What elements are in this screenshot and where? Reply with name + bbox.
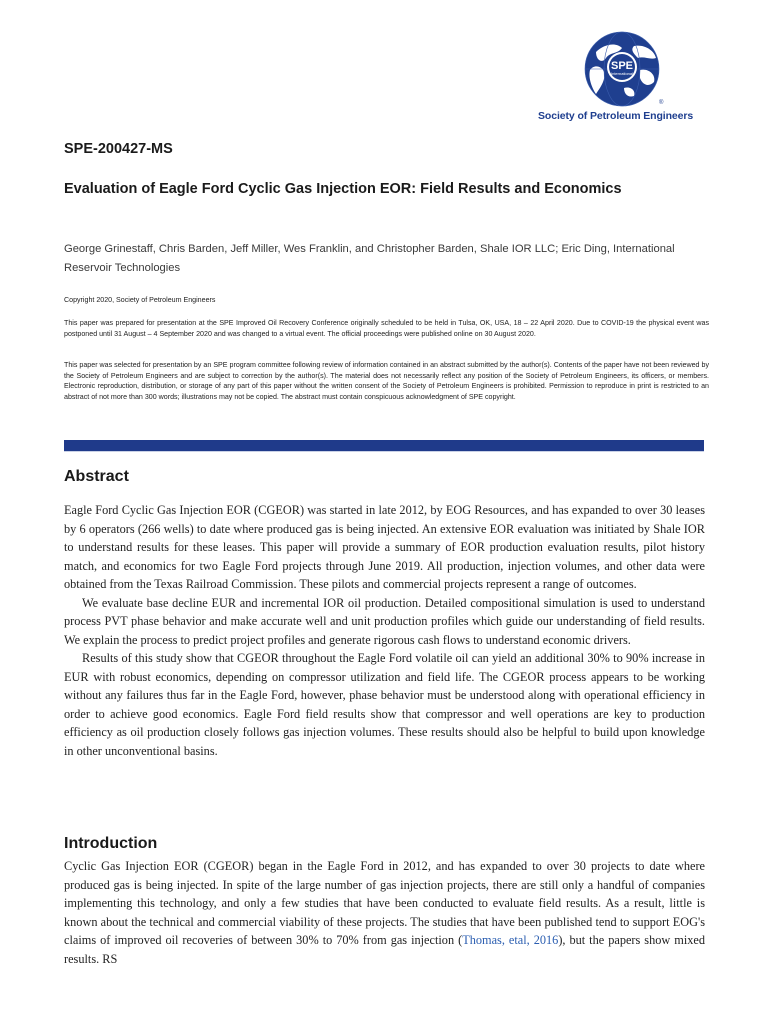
abstract-body bbox=[64, 501, 705, 760]
introduction-paragraph bbox=[64, 857, 705, 968]
preparation-notice: This paper was prepared for presentation at the SPE Improved Oil Recovery Conference originally scheduled to be held in Tulsa, OK, USA, 18 – 22 April 2020. Due to COVID-19 the physical event was postponed until 31 August – 4 September 2020 and was changed to a virtual event. The official proceedings were published online on 30 August 2020. bbox=[64, 319, 709, 338]
abstract-heading: Abstract bbox=[64, 468, 129, 485]
abstract-paragraph: Eagle Ford Cyclic Gas Injection EOR (CGEOR) was started in late 2012, by EOG Resources, and has expanded to over 30 leases by 6 operators (266 wells) to date where produced gas is being injected. An extensive EOR evaluation was initiated by Shale IOR to understand results for these leases. This paper will provide a summary of EOR production evaluation results, pilot history match, and economics for two Eagle Ford projects through June 2019. All production, injection volumes, and other data were obtained from the Texas Railroad Commission. These pilots and commercial projects represent a range of outcomes. bbox=[64, 503, 705, 591]
spe-logo bbox=[536, 30, 706, 126]
section-divider-line bbox=[64, 451, 704, 452]
section-divider-bar bbox=[64, 440, 704, 451]
introduction-body bbox=[64, 857, 705, 968]
paper-title: Evaluation of Eagle Ford Cyclic Gas Injection EOR: Field Results and Economics bbox=[64, 181, 622, 197]
svg-text:®: ® bbox=[659, 100, 664, 106]
introduction-heading: Introduction bbox=[64, 835, 158, 852]
abstract-paragraph: Results of this study show that CGEOR throughout the Eagle Ford volatile oil can yield an additional 30% to 90% increase in EUR with robust economics, depending on compressor utilization and field life. The CGEOR process appears to be working without any failures thus far in the Eagle Ford, however, phase behavior must be understood along with operational efficiency in order to achieve good economics. Eagle Ford field results show that compressor and well operations are key to production efficiency as oil production closely follows gas injection volumes. These results should also be helpful to build upon knowledge in other unconventional basins. bbox=[64, 651, 705, 758]
globe-icon bbox=[556, 30, 688, 108]
logo-emblem-text: SPE bbox=[610, 60, 634, 72]
copyright-notice: Copyright 2020, Society of Petroleum Engineers bbox=[64, 296, 216, 304]
author-list: George Grinestaff, Chris Barden, Jeff Miller, Wes Franklin, and Christopher Barden, Shale IOR LLC; Eric Ding, International Reservoir Technologies bbox=[64, 243, 675, 274]
selection-notice: This paper was selected for presentation by an SPE program committee following review of information contained in an abstract submitted by the author(s). Contents of the paper have not been reviewed by the Society of Petroleum Engineers and are subject to correction by the author(s). The material does not necessarily reflect any position of the Society of Petroleum Engineers, its officers, or members. Electronic reproduction, distribution, or storage of any part of this paper without the written consent of the Society of Petroleum Engineers is prohibited. Permission to reproduce in print is restricted to an abstract of not more than 300 words; illustrations may not be copied. The abstract must contain conspicuous acknowledgment of SPE copyright. bbox=[64, 361, 709, 401]
logo-caption: Society of Petroleum Engineers bbox=[538, 110, 694, 122]
intro-text-after-citation: ), but the papers show mixed results. RS bbox=[64, 933, 705, 966]
intro-text-before-citation: Cyclic Gas Injection EOR (CGEOR) began in the Eagle Ford in 2012, and has expanded to over 30 projects to date where produced gas is being injected. In spite of the large number of gas injection projects, there are still only a handful of companies implementing this technology, and only a few studies that have been conducted to evaluate field results. As a result, little is known about the technical and commercial viability of these projects. The studies that have been published tend to support EOG's claims of improved oil recoveries of between 30% to 70% from gas injection ( bbox=[64, 859, 705, 947]
citation-link[interactable]: Thomas, etal, 2016 bbox=[462, 933, 559, 947]
abstract-paragraph: We evaluate base decline EUR and incremental IOR oil production. Detailed compositional simulation is used to understand process PVT phase behavior and make accurate well and unit production profiles which guide our understanding of field results. We explain the process to predict project profiles and generate rigorous cash flows to understand economic drivers. bbox=[64, 595, 705, 647]
paper-id: SPE-200427-MS bbox=[64, 141, 173, 157]
logo-emblem-subtext: International bbox=[610, 71, 634, 76]
